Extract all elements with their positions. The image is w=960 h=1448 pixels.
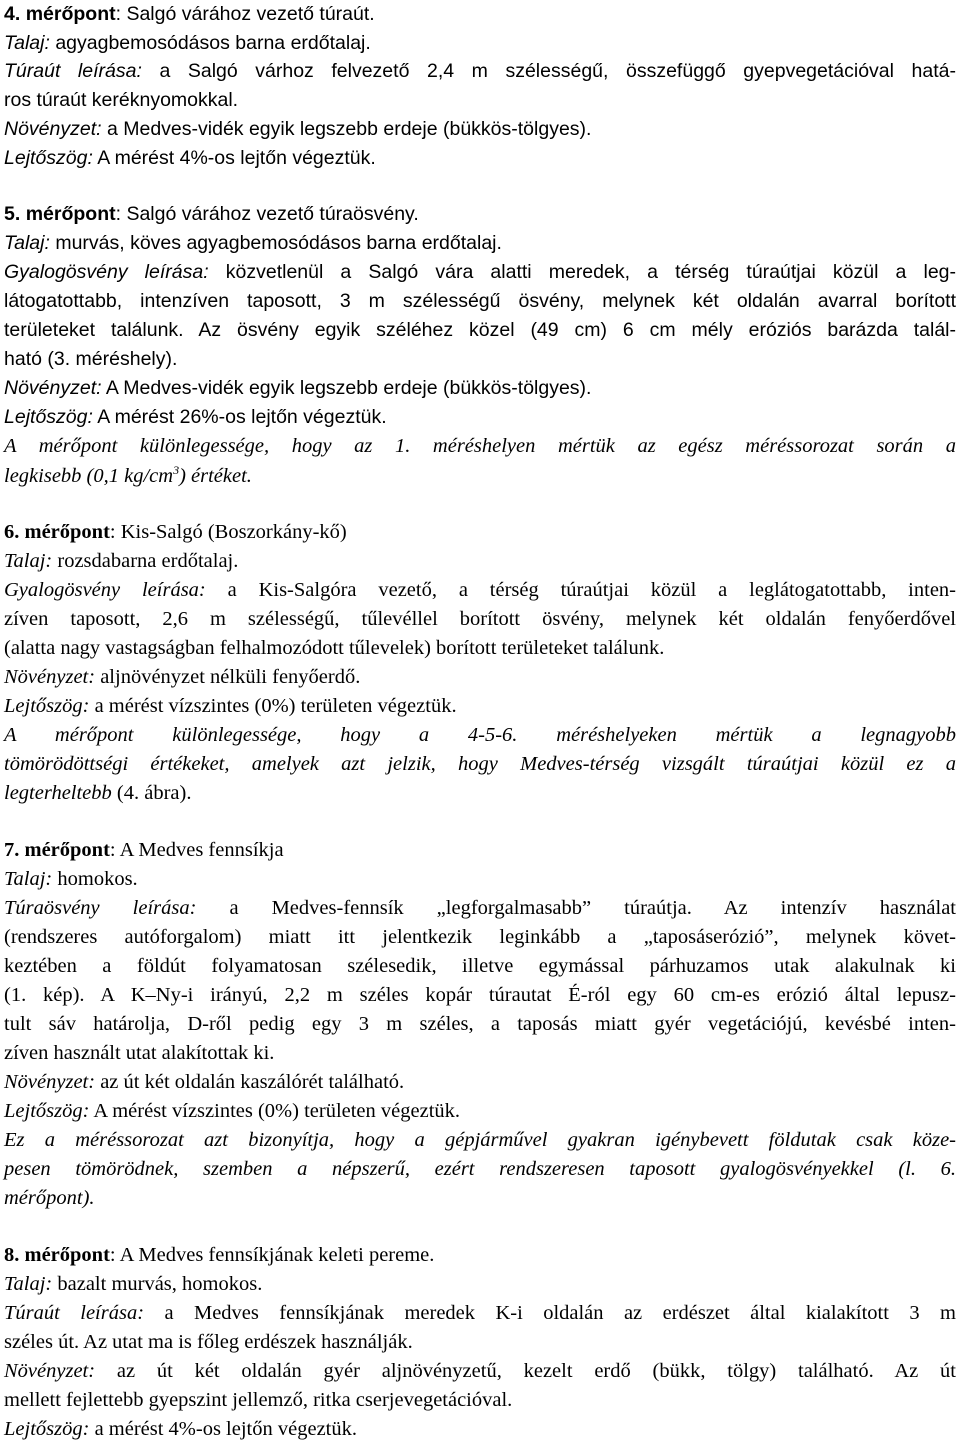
section-title: : Salgó várához vezető túraút. — [115, 3, 375, 25]
section-5-description-line — [4, 287, 956, 316]
section-7-slope — [4, 1097, 460, 1126]
section-keyword: mérőpont — [25, 203, 116, 225]
field-value: a Medves-fennsík „legforgalmasabb” túraútja. Az intenzív használat — [196, 897, 956, 919]
section-number: 8. — [4, 1244, 20, 1266]
section-8-vegetation-line — [4, 1357, 956, 1386]
section-8-vegetation-line — [4, 1386, 512, 1415]
field-value: zíven taposott, 2,6 m szélességű, tűlevéllel borított ösvény, melynek két oldalán fenyőerdővel — [4, 608, 956, 630]
field-value: (alatta nagy vastagságban felhalmozódott tűlevelek) borított területeket találunk. — [4, 637, 665, 659]
section-7-note-line — [4, 1126, 956, 1155]
section-title: : Salgó várához vezető túraösvény. — [115, 203, 419, 225]
field-value: széles út. Az utat ma is főleg erdészek használják. — [4, 1331, 413, 1353]
field-label: Növényzet: — [4, 1071, 96, 1093]
field-label: Gyalogösvény leírása: — [4, 579, 206, 601]
note-text: pesen tömörödnek, szemben a népszerű, ezért rendszeresen taposott gyalogösvényekkel (l. 6. — [4, 1158, 956, 1180]
section-keyword: mérőpont — [24, 1244, 110, 1266]
section-4-soil — [4, 29, 371, 58]
field-value: bazalt murvás, homokos. — [52, 1273, 263, 1295]
section-6-description-line — [4, 576, 956, 605]
section-7-description-line — [4, 981, 956, 1010]
field-label: Lejtőszög: — [4, 406, 93, 428]
section-6-slope — [4, 692, 457, 721]
section-keyword: mérőpont — [24, 839, 110, 861]
section-number: 6. — [4, 521, 20, 543]
section-5-slope — [4, 403, 387, 432]
note-text: ) értéket. — [179, 465, 252, 487]
section-6-vegetation — [4, 663, 360, 692]
field-value: rozsdabarna erdőtalaj. — [52, 550, 239, 572]
note-text: (4. ábra). — [111, 782, 192, 804]
field-value: A mérést 26%-os lejtőn végeztük. — [92, 406, 387, 428]
section-7-description-line — [4, 952, 956, 981]
section-8-description-line — [4, 1328, 413, 1357]
field-value: a Medves-vidék egyik legszebb erdeje (bükkös-tölgyes). — [101, 118, 592, 140]
section-6-note-line — [4, 721, 956, 750]
superscript: 3 — [173, 463, 180, 477]
section-8-soil — [4, 1270, 262, 1299]
section-number: 5. — [4, 203, 21, 225]
section-5-vegetation — [4, 374, 591, 403]
section-title: : A Medves fennsíkjának keleti pereme. — [109, 1244, 435, 1266]
section-6-note-line — [4, 779, 191, 808]
field-label: Gyalogösvény leírása: — [4, 261, 209, 283]
note-text: tömörödöttségi értékeket, amelyek azt jelzik, hogy Medves-térség vizsgált túraútjai közül ez a — [4, 753, 956, 775]
field-value: aljnövényzet nélküli fenyőerdő. — [95, 666, 361, 688]
field-value: ros túraút keréknyomokkal. — [4, 89, 239, 111]
section-7-soil — [4, 865, 138, 894]
field-value: A mérést 4%-os lejtőn végeztük. — [92, 147, 376, 169]
section-4-description-line — [4, 57, 956, 86]
note-text: legterheltebb — [4, 782, 112, 804]
field-value: tult sáv határolja, D-ről pedig egy 3 m széles, a taposás miatt gyér vegetációjú, kevésbé inten- — [4, 1013, 956, 1035]
note-text: A mérőpont különlegessége, hogy az 1. méréshelyen mértük az egész méréssorozat során a — [4, 435, 956, 457]
field-value: zíven használt utat alakítottak ki. — [4, 1042, 275, 1064]
section-keyword: mérőpont — [25, 3, 116, 25]
note-text: legkisebb (0,1 kg/cm — [4, 465, 174, 487]
section-6-soil — [4, 547, 238, 576]
section-8-description-line — [4, 1299, 956, 1328]
section-number: 4. — [4, 3, 21, 25]
field-value: (1. kép). A K–Ny-i irányú, 2,2 m széles kopár túrautat É-ról egy 60 cm-es erózió által lepusz- — [4, 984, 956, 1006]
field-value: a Salgó várhoz felvezető 2,4 m szélességű, összefüggő gyepvegetációval hatá- — [141, 60, 956, 82]
field-label: Növényzet: — [4, 118, 102, 140]
field-value: a Medves fennsíkjának meredek K-i oldalán az erdészet által kialakított 3 m — [144, 1302, 956, 1324]
field-value: A mérést vízszintes (0%) területen végeztük. — [89, 1100, 461, 1122]
section-7-description-line — [4, 894, 956, 923]
field-label: Lejtőszög: — [4, 695, 90, 717]
section-7-vegetation — [4, 1068, 404, 1097]
section-7-description-line — [4, 923, 956, 952]
note-text: mérőpont). — [4, 1187, 95, 1209]
section-4-vegetation — [4, 115, 591, 144]
field-value: területeket találunk. Az ösvény egyik széléhez közel (49 cm) 6 cm mély eróziós barázda talál- — [4, 319, 956, 341]
field-value: agyagbemosódásos barna erdőtalaj. — [49, 32, 371, 54]
section-title: : Kis-Salgó (Boszorkány-kő) — [109, 521, 347, 543]
field-value: ható (3. méréshely). — [4, 348, 178, 370]
section-8-slope — [4, 1415, 357, 1444]
section-5-heading — [4, 200, 419, 229]
section-6-description-line — [4, 634, 664, 663]
field-value: az út két oldalán kaszálórét található. — [95, 1071, 405, 1093]
section-7-note-line — [4, 1155, 956, 1184]
field-label: Lejtőszög: — [4, 147, 93, 169]
section-5-soil — [4, 229, 502, 258]
section-7-note-line — [4, 1184, 95, 1213]
section-4-description-line — [4, 86, 238, 115]
field-value: a mérést 4%-os lejtőn végeztük. — [89, 1418, 357, 1440]
section-5-description-line — [4, 345, 177, 374]
field-value: a Kis-Salgóra vezető, a térség túraútjai közül a leglátogatottabb, inten- — [205, 579, 956, 601]
field-label: Növényzet: — [4, 1360, 96, 1382]
section-5-note-line — [4, 432, 956, 461]
field-value: közvetlenül a Salgó vára alatti meredek, a térség túraútjai közül a leg- — [208, 261, 957, 283]
field-label: Túraösvény leírása: — [4, 897, 197, 919]
note-text: Ez a méréssorozat azt bizonyítja, hogy a gépjárművel gyakran igénybevett földutak csak köze- — [4, 1129, 956, 1151]
section-5-description-line — [4, 258, 956, 287]
section-6-note-line — [4, 750, 956, 779]
field-value: homokos. — [52, 868, 138, 890]
field-value: A Medves-vidék egyik legszebb erdeje (bükkös-tölgyes). — [101, 377, 592, 399]
section-6-description-line — [4, 605, 956, 634]
note-text: A mérőpont különlegessége, hogy a 4-5-6. méréshelyeken mértük a legnagyobb — [4, 724, 956, 746]
field-label: Talaj: — [4, 32, 50, 54]
section-5-note-line — [4, 462, 252, 491]
field-value: a mérést vízszintes (0%) területen végeztük. — [89, 695, 457, 717]
section-title: : A Medves fennsíkja — [109, 839, 284, 861]
field-label: Talaj: — [4, 232, 50, 254]
field-label: Talaj: — [4, 868, 53, 890]
field-value: keztében a földút folyamatosan szélesedik, illetve egymással párhuzamos utak alakulnak ki — [4, 955, 956, 977]
field-label: Lejtőszög: — [4, 1100, 90, 1122]
field-label: Növényzet: — [4, 377, 102, 399]
field-value: mellett fejlettebb gyepszint jellemző, ritka cserjevegetációval. — [4, 1389, 513, 1411]
field-label: Talaj: — [4, 550, 53, 572]
section-7-heading — [4, 836, 284, 865]
field-label: Növényzet: — [4, 666, 96, 688]
section-7-description-line — [4, 1039, 274, 1068]
field-label: Túraút leírása: — [4, 60, 142, 82]
field-value: az út két oldalán gyér aljnövényzetű, kezelt erdő (bükk, tölgy) található. Az út — [95, 1360, 956, 1382]
field-value: murvás, köves agyagbemosódásos barna erdőtalaj. — [49, 232, 502, 254]
section-6-heading — [4, 518, 347, 547]
field-label: Talaj: — [4, 1273, 53, 1295]
section-number: 7. — [4, 839, 20, 861]
field-value: (rendszeres autóforgalom) miatt itt jelentkezik leginkább a „taposáserózió”, melynek követ- — [4, 926, 956, 948]
field-label: Lejtőszög: — [4, 1418, 90, 1440]
field-label: Túraút leírása: — [4, 1302, 145, 1324]
section-5-description-line — [4, 316, 956, 345]
section-8-heading — [4, 1241, 434, 1270]
section-4-slope — [4, 144, 376, 173]
section-4-heading — [4, 0, 375, 29]
section-7-description-line — [4, 1010, 956, 1039]
field-value: látogatottabb, intenzíven taposott, 3 m szélességű ösvény, melynek két oldalán avarral borított — [4, 290, 956, 312]
section-keyword: mérőpont — [24, 521, 110, 543]
